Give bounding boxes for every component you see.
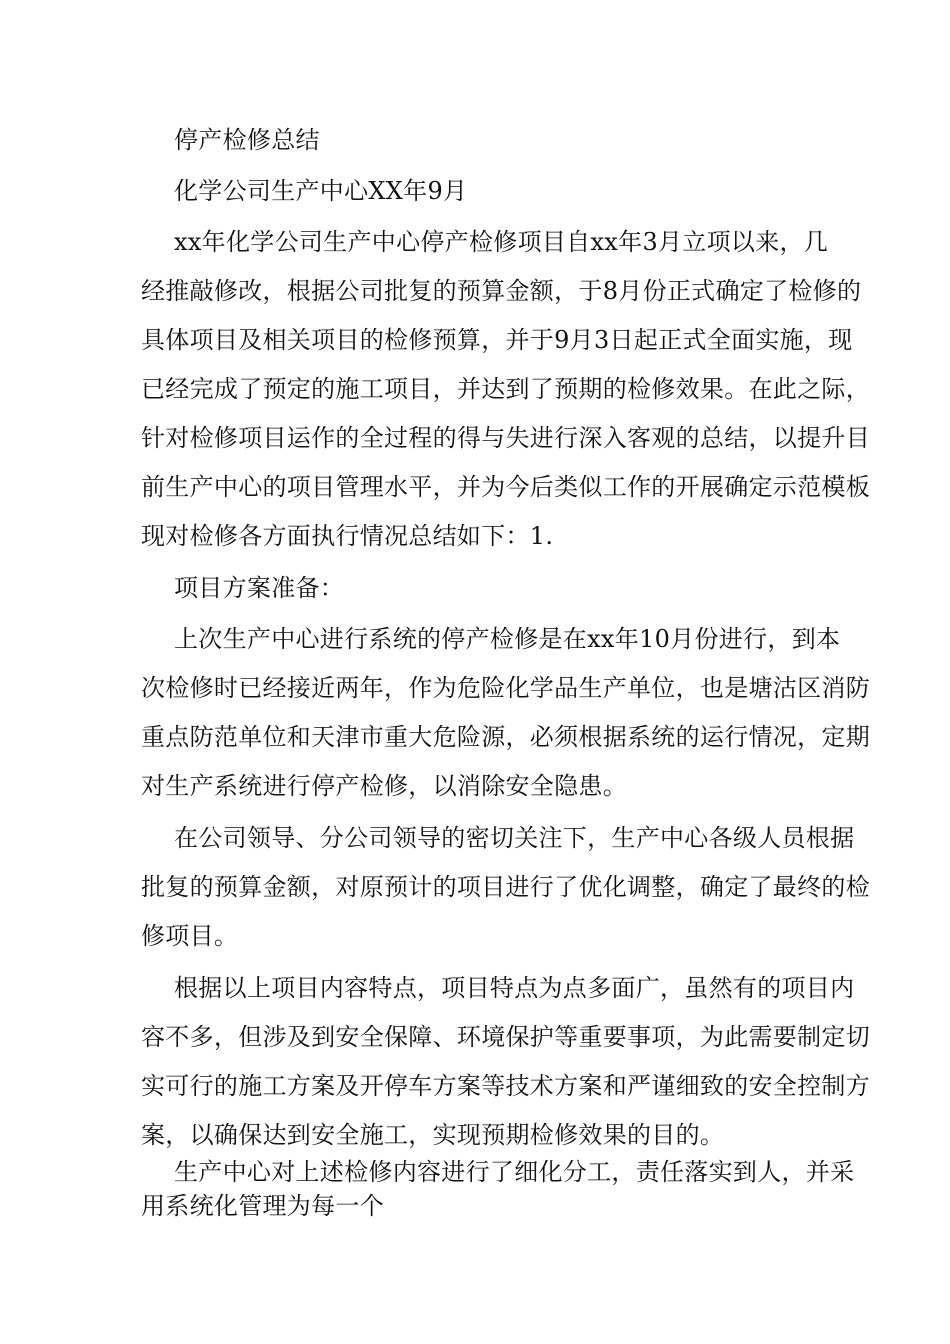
paragraph-line: 修项目。	[141, 922, 239, 950]
paragraph-line: 上次生产中心进行系统的停产检修是在xx年10月份进行，到本	[174, 625, 841, 653]
document-byline: 化学公司生产中心XX年9月	[174, 177, 468, 205]
paragraph-line: 案，以确保达到安全施工，实现预期检修效果的目的。	[141, 1121, 725, 1149]
paragraph-line: xx年化学公司生产中心停产检修项目自xx年3月立项以来，几	[174, 228, 829, 256]
paragraph-line: 实可行的施工方案及开停车方案等技术方案和严谨细致的安全控制方	[141, 1072, 870, 1100]
paragraph-line: 根据以上项目内容特点，项目特点为点多面广，虽然有的项目内	[174, 974, 855, 1002]
paragraph-line: 针对检修项目运作的全过程的得与失进行深入客观的总结，以提升目	[141, 424, 870, 452]
document-title: 停产检修总结	[174, 126, 320, 154]
paragraph-line: 批复的预算金额，对原预计的项目进行了优化调整，确定了最终的检	[141, 873, 870, 901]
paragraph-line: 重点防范单位和天津市重大危险源，必须根据系统的运行情况，定期	[141, 723, 870, 751]
paragraph-line: 现对检修各方面执行情况总结如下：1.	[141, 522, 554, 550]
paragraph-line: 具体项目及相关项目的检修预算，并于9月3日起正式全面实施，现	[141, 326, 853, 354]
paragraph-line: 次检修时已经接近两年，作为危险化学品生产单位，也是塘沽区消防	[141, 674, 870, 702]
paragraph-line: 前生产中心的项目管理水平，并为今后类似工作的开展确定示范模板	[141, 473, 870, 501]
paragraph-line: 在公司领导、分公司领导的密切关注下，生产中心各级人员根据	[174, 824, 855, 852]
paragraph-line: 对生产系统进行停产检修，以消除安全隐患。	[141, 772, 627, 800]
paragraph-line: 生产中心对上述检修内容进行了细化分工，责任落实到人，并采	[174, 1158, 855, 1186]
paragraph-line: 已经完成了预定的施工项目，并达到了预期的检修效果。在此之际，	[141, 375, 870, 403]
paragraph-line: 项目方案准备：	[174, 574, 345, 602]
paragraph-line: 用系统化管理为每一个	[141, 1192, 384, 1220]
paragraph-line: 容不多，但涉及到安全保障、环境保护等重要事项，为此需要制定切	[141, 1023, 870, 1051]
paragraph-line: 经推敲修改，根据公司批复的预算金额，于8月份正式确定了检修的	[141, 277, 862, 305]
